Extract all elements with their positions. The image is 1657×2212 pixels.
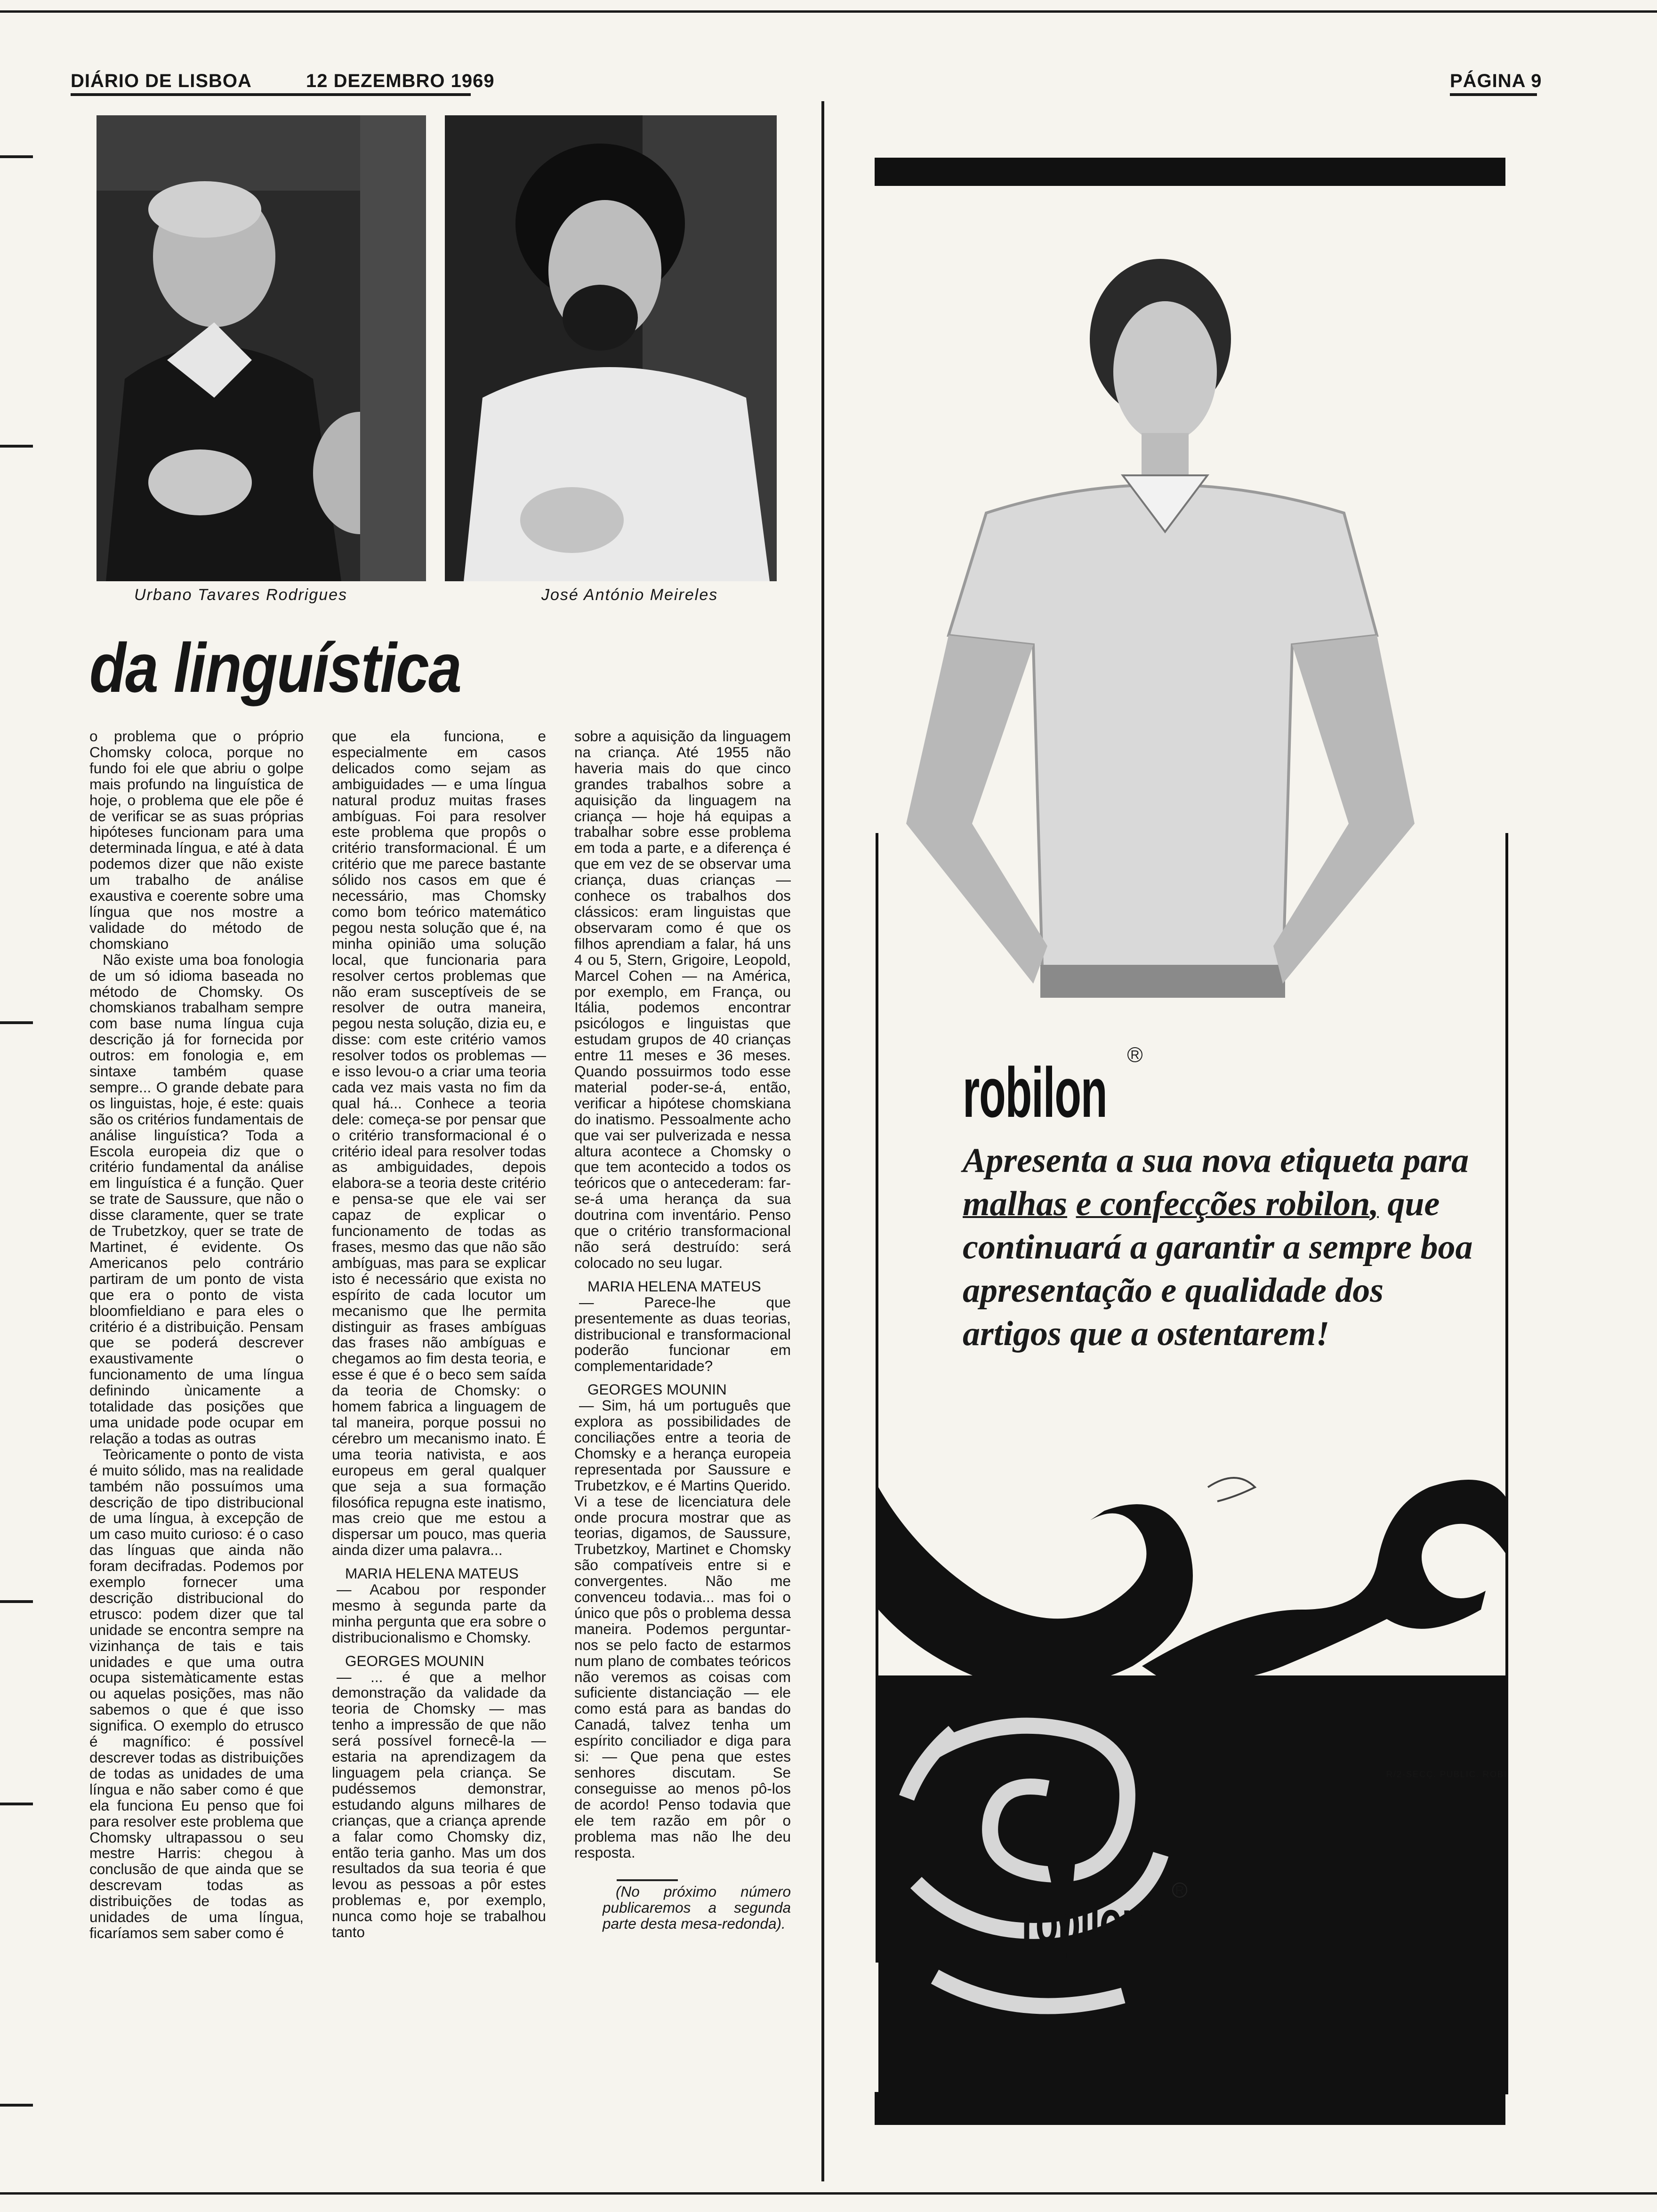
- photo-urbano-tavares-rodrigues: [97, 115, 426, 581]
- slogan-text: Apresenta a sua nova etiqueta para: [963, 1141, 1469, 1180]
- ad-decorative-wave: [878, 1468, 1508, 2094]
- slogan-text: que continuará a garantir a sempre boa apresentação e qualidade dos artigos que a ostentarem!: [963, 1185, 1473, 1353]
- ad-brand-logo: robilon: [963, 1053, 1107, 1132]
- paragraph: Teòricamente o ponto de vista é muito sólido, mas na realidade também não possuímos uma descrição de tipo distribucional de uma língua, à excepção de um caso muito curioso: é o caso das línguas que ainda não foram decifradas. Podemos por exemplo fornecer uma descrição distribucional do etrusco: podem dizer que tal unidade se encontra sempre na vizinhança de tais e tais unidades e que uma outra ocupa sistemàticamente estas ou aquelas posições, mas não sabemos o que é que isso significa. O exemplo do etrusco é magnífico: é possível descrever todas as distribuições de todas as unidades de uma língua e não saber como é que ela funciona Eu penso que foi para resolver este problema que Chomsky ultrapassou o seu mestre Harris: chegou à conclusão de que ainda que se descrevam todas as distribuições de todas as unidades de uma língua, ficaríamos sem saber como é: [89, 1445, 304, 1941]
- photo-jose-antonio-meireles: [445, 115, 777, 581]
- page-number: PÁGINA 9: [1450, 71, 1542, 91]
- masthead-rule: [71, 93, 471, 96]
- paragraph: — Acabou por responder mesmo à segunda parte da minha pergunta que era sobre o distribucionalismo e Chomsky.: [332, 1581, 546, 1646]
- ad-brand-logo-bottom: robilon: [1022, 1888, 1144, 1956]
- slogan-underlined-text: malhas: [963, 1185, 1068, 1223]
- paragraph: Não existe uma boa fonologia de um só idioma baseada no método de Chomsky. Os chomskianos trabalham sempre com base numa língua cuja descrição já for fornecida por outros: em fonologia e, em sintaxe também quase sempre... O grande debate para os linguistas, hoje, é este: quais são os critérios fundamentais de análise linguística? Toda a Escola europeia diz que o critério fundamental da análise em linguística é a função. Quer se trate de Saussure, que não o disse claramente, quer se trate de Trubetzkoy, quer se trate de Martinet, é evidente. Os Americanos pelo contrário partiram de um ponto de vista que era o ponto de vista bloomfieldiano e para eles o critério é a distribuição. Pensam que se poderá descrever exaustivamente o funcionamento de uma língua definindo ùnicamente a totalidade das posições que uma unidade pode ocupar em relação a todas as outras: [89, 951, 304, 1447]
- page-bottom-rule: [0, 2192, 1657, 2195]
- speaker-name: GEORGES MOUNIN: [345, 1652, 484, 1669]
- margin-tick: [0, 1021, 33, 1024]
- photo-caption-left: Urbano Tavares Rodrigues: [134, 586, 348, 604]
- paragraph: — Parece-lhe que presentemente as duas teorias, distribucional e transformacional poderão funcionar em complementaridade?: [574, 1293, 791, 1375]
- issue-date: 12 DEZEMBRO 1969: [306, 71, 495, 91]
- ad-credit: R/2-SECÇ. PUBLIC. ROBI: [1386, 1770, 1508, 1779]
- paragraph: — Sim, há um português que explora as possibilidades de conciliações entre a teoria de Chomsky e a herança europeia representada por Saussure e Trubetzkov, e é Martins Querido. Vi a tese de licenciatura dele onde procura mostrar que as teorias, digamos, de Saussure, Trubetzkoy, Martinet e Chomsky são compatíveis entre si e convergentes. Não me convenceu todavia... mas foi o único que pôs o problema dessa maneira. Podemos perguntar-nos se pelo facto de estarmos num plano de combates teóricos não veremos as coisas com suficiente distanciação — ele como está para as bandas do Canadá, talvez tenha um espírito conciliador e diga para si: — Que pena que estes senhores discutam. Se conseguisse ao menos pô-los de acordo! Penso todavia que ele tem razão em pôr o problema mas não lhe deu resposta.: [574, 1397, 791, 1861]
- margin-tick: [0, 1803, 33, 1805]
- speaker-name: MARIA HELENA MATEUS: [345, 1565, 519, 1582]
- margin-tick: [0, 155, 33, 158]
- registered-trademark-icon: R: [1127, 1047, 1142, 1062]
- article-column-3: [574, 729, 791, 1932]
- photo-caption-right: José António Meireles: [541, 586, 718, 604]
- article-headline: da linguística: [89, 629, 461, 707]
- paragraph: — ... é que a melhor demonstração da validade da teoria de Chomsky — mas tenho a impressão de que não será possível fornecê-la — estaria na aprendizagem da linguagem pela criança. Se pudéssemos demonstrar, estudando alguns milhares de crianças, que a criança aprende a falar como Chomsky diz, então teria ganho. Mas um dos resultados da sua teoria é que levou as pessoas a pôr estes problemas e, por exemplo, nunca como hoje se trabalhou tanto: [332, 1668, 546, 1941]
- registered-trademark-icon: R: [1172, 1883, 1187, 1898]
- paragraph: sobre a aquisição da linguagem na criança. Até 1955 não haveria mais do que cinco grandes trabalhos sobre a aquisição da linguagem na criança — hoje há equipas a trabalhar sobre esse problema em toda a parte, e a diferença é que em vez de se observar uma criança, duas crianças — conhece os trabalhos dos clássicos: eram linguistas que observaram como é que os filhos aprendiam a falar, há uns 4 ou 5, Stern, Grigoire, Leopold, Marcel Cohen — na América, por exemplo, em França, ou Itália, podemos encontrar psicólogos e linguistas que estudam grupos de 40 crianças entre 11 meses e 36 meses. Quando possuirmos todo esse material poder-se-á, então, verificar a hipótese chomskiana do inatismo. Pessoalmente acho que vai ser pulverizada e nessa altura acontece a Chomsky o que tem acontecido a todos os teóricos que o antecederam: far-se-á uma herança da sua doutrina com inventário. Penso que o critério transformacional não será destruído: será colocado no seu lugar.: [574, 728, 791, 1271]
- page-top-rule: [0, 10, 1657, 13]
- continuation-note: (No próximo número publicaremos a segunda parte desta mesa-redonda).: [603, 1883, 791, 1932]
- ad-model-photo: [878, 231, 1433, 1059]
- article-column-1: [89, 729, 304, 1941]
- margin-tick: [0, 1600, 33, 1603]
- column-divider: [821, 101, 824, 2181]
- article-column-2: [332, 729, 546, 1940]
- paragraph: o problema que o próprio Chomsky coloca, porque no fundo foi ele que abriu o golpe mais profundo na linguística de hoje, o problema que ele põe é de verificar se as suas próprias hipóteses funcionam para uma determinada língua, e até à data podemos dizer que não existe um trabalho de análise exaustiva e coerente sobre uma língua que nos mostre a validade do método de chomskiano: [89, 728, 304, 952]
- note-rule: [617, 1879, 678, 1881]
- masthead-rule: [1450, 93, 1537, 96]
- ad-panel-border: [1505, 833, 1508, 2094]
- newspaper-name: DIÁRIO DE LISBOA: [71, 71, 252, 91]
- ad-slogan: [963, 1139, 1490, 1355]
- speaker-name: MARIA HELENA MATEUS: [587, 1277, 761, 1295]
- ad-top-bar: [875, 158, 1505, 186]
- margin-tick: [0, 2104, 33, 2107]
- slogan-underlined-text: e confecções robilon,: [1076, 1185, 1379, 1223]
- speaker-name: GEORGES MOUNIN: [587, 1381, 727, 1398]
- margin-tick: [0, 445, 33, 448]
- paragraph: que ela funciona, e especialmente em casos delicados como sejam as ambiguidades — e uma língua natural produz muitas frases ambíguas. Foi para resolver este problema que propôs o critério transformacional. É um critério que me parece bastante sólido nos casos em que é necessário, mas Chomsky como bom teórico matemático pegou nesta solução que é, na minha opinião uma solução local, que funcionaria para resolver certos problemas que não eram susceptíveis de se resolver de outra maneira, pegou nesta solução, dizia eu, e disse: com este critério vamos resolver todos os problemas — e isso levou-o a criar uma teoria cada vez mais vasta no fim da qual há... Conhece a teoria dele: começa-se por pensar que o critério transformacional é o critério ideal para resolver todas as ambiguidades, depois elabora-se a teoria deste critério e pensa-se que ele vai ser capaz de explicar o funcionamento de todas as frases, mesmo das que não são ambíguas, mas para se explicar isto é necessário que exista no espírito de cada locutor um mecanismo que lhe permita distinguir as frases ambíguas das frases não ambíguas e chegamos ao fim desta teoria, e esse é que é o beco sem saída da teoria de Chomsky: o homem fabrica a linguagem de tal maneira, porque possui no cérebro um mecanismo inato. É uma teoria nativista, e aos europeus em geral qualquer que seja a sua formação filosófica repugna este inatismo, mas creio que me estou a dispersar um pouco, mas queria ainda dizer uma palavra...: [332, 728, 546, 1559]
- ad-bottom-bar: [875, 2092, 1505, 2125]
